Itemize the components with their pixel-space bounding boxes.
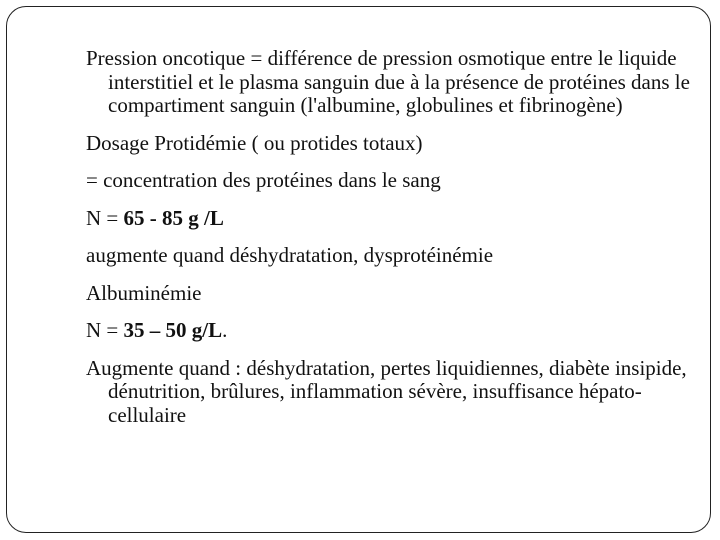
slide-body bbox=[86, 47, 696, 441]
range-period: . bbox=[222, 318, 228, 342]
oncotic-pressure-definition: Pression oncotique = différence de pression osmotique entre le liquide interstitiel et le plasma sanguin due à la présence de protéines dans le compartiment sanguin (l'albumine, globulines et fibrinogène) bbox=[86, 46, 690, 117]
albuminemie-range-value: 35 – 50 g/L bbox=[123, 318, 223, 342]
protidemie-normal-range bbox=[86, 207, 696, 231]
normal-prefix-2: N = bbox=[86, 318, 124, 342]
albuminemie-normal-range bbox=[86, 319, 696, 343]
albuminemie-heading: Albuminémie bbox=[86, 280, 202, 305]
slide-frame bbox=[6, 6, 711, 533]
protidemie-increase-causes: augmente quand déshydratation, dysprotéinémie bbox=[86, 243, 494, 267]
protidemie-heading: Dosage Protidémie ( ou protides totaux) bbox=[86, 130, 423, 155]
albuminemie-increase-causes: Augmente quand : déshydratation, pertes liquidiennes, diabète insipide, dénutrition, brûlures, inflammation sévère, insuffisance hépato-cellulaire bbox=[86, 355, 687, 427]
protidemie-definition: = concentration des protéines dans le sang bbox=[86, 168, 441, 192]
normal-prefix: N = bbox=[86, 205, 124, 230]
protidemie-range-value: 65 - 85 g /L bbox=[123, 205, 224, 230]
